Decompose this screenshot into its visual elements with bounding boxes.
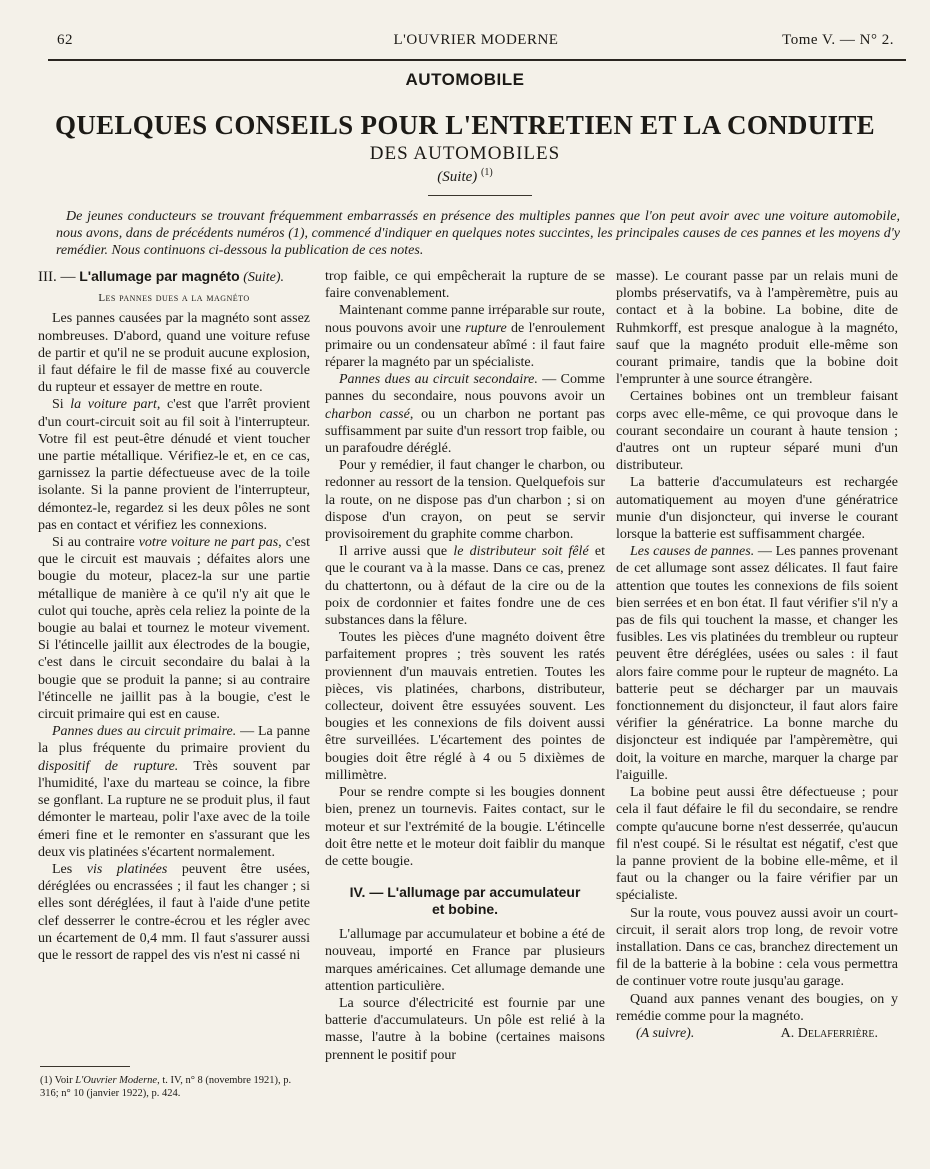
paragraph: trop faible, ce qui empêcherait la rupture de se faire convenablement. [325,269,605,302]
subheading: Les pannes dues a la magnéto [98,292,250,305]
paragraph: masse). Le courant passe par un relais muni de plombs préservatifs, va à l'ampèremètre, puis au contact et à la bobine. La bobine, dite de Ruhmkorff, est presque analogue à la magnéto, sauf que la magnéto produit elle-même son courant primaire, tandis que la bobine doit l'emprunter à une source étrangère. [616,269,898,388]
article-end [616,1025,898,1042]
italic-text: dispositif de rupture. [38,758,179,774]
paragraph: L'allumage par accumulateur et bobine a été de nouveau, importé en France par plusieurs marques américaines. Cet allumage demande une attention particulière. [325,927,605,994]
paragraph: Les pannes causées par la magnéto sont assez nombreuses. D'abord, quand une voiture refuse de partir et qu'il ne se produit aucune explosion, il faut défaire le fil de masse fixé au couvercle du rupteur et essayer de mettre en route. [38,311,310,396]
paragraph: La source d'électricité est fournie par une batterie d'accumulateurs. Un pôle est relié à la masse, l'autre à la bobine (certaines maisons prennent le positif pour [325,995,605,1063]
suite-label: (Suite) [437,169,478,185]
paragraph [38,534,310,723]
paragraph [38,723,310,861]
issue-number: Tome V. — N° 2. [782,32,894,48]
italic-text: charbon cassé [325,406,410,422]
italic-text: la voiture part [70,397,157,413]
article-title-line2: DES AUTOMOBILES [369,143,561,164]
paragraph: La batterie d'accumulateurs est rechargée automatiquement au moyen d'une génératrice munie d'un disjoncteur, qui inverse le courant lorsque la batterie est suffisamment chargée. [616,475,898,543]
text: et que le courant va à la masse. Dans ce cas, prenez du chattertonn, ou à défaut de la cire ou de la poix de cordonnier et faites fondre une de ces substances dans la fêlure. [325,544,606,629]
paragraph: Toutes les pièces d'une magnéto doivent être parfaitement propres ; très souvent les ratés proviennent d'un mauvais entretien. Toutes les pièces, vis platinées, charbons, distributeur, collecteur, doivent être essuyées souvent. Les bougies et les connexions de fils doivent aussi être surveillées. L'écartement des pointes de bougies doit être réglé à 4 ou 5 dixièmes de millimètre. [325,630,605,783]
text: Les [52,861,87,877]
paragraph [325,543,605,629]
italic-text: Pannes dues au circuit secondaire. [339,372,538,388]
text: Maintenant comme panne irréparable sur route, nous pouvons avoir une [325,303,605,336]
italic-text: vis platinées [86,861,168,877]
section-heading-iii [38,268,310,286]
author-signature: A. Delaferrière. [780,1025,878,1041]
text: Si [52,397,71,413]
section-title: AUTOMOBILE [405,70,525,89]
text: Si au contraire [52,535,139,551]
paragraph [38,396,310,534]
journal-name: L'OUVRIER MODERNE [393,32,559,48]
paragraph: Sur la route, vous pouvez aussi avoir un court-circuit, il serait alors trop long, de revoir votre installation. Dans ce cas, branchez directement un fil de la batterie à la bobine : cela vous permettra de continuer votre route jusqu'au garage. [616,905,898,990]
text: — La panne la plus fréquente du primaire provient du [38,724,310,757]
italic-text: rupture [465,320,507,336]
suite-footnote-marker: (1) [481,167,493,178]
header-rule [48,59,906,61]
paragraph: Quand aux pannes venant des bougies, on y remédie comme pour la magnéto. [616,991,898,1024]
italic-text: votre voiture ne part pas [138,535,279,551]
text: Très souvent par l'humidité, l'axe du marteau se coince, la fibre se gonflant. La rupture ne se produit plus, il faut démonter le marteau, polir l'axe avec de la toile émeri fine et le remonter en s'assurant que les deux vis platinées s'écartent normalement. [38,758,310,860]
footnote [40,1074,308,1100]
paragraph: La bobine peut aussi être défectueuse ; pour cela il faut défaire le fil du secondaire, se rendre compte qu'aucune borne n'est desserrée, qu'aucun fil n'est coupé. Si le résultat est négatif, c'est que la panne provient de la bobine elle-même, et il faut ou la changer ou la faire vérifier par un spécialiste. [616,785,898,904]
page-number: 62 [57,32,73,48]
text: , ou un charbon ne portant pas suffisamment par suite d'un ressort trop faible, ou un parafoudre déréglé. [325,406,605,457]
text: peuvent être usées, déréglées ou encrassées ; il faut les changer ; si elles sont déréglées, il faut à l'aide d'une petite clef desserrer le contre-écrou et les régler avec un écartement de 0,4 mm. Il faut s'assurer aussi que le ressort de rappel des vis n'est ni cassé ni [38,861,310,963]
paragraph [325,302,605,371]
running-header [50,30,902,54]
italic-text: Les causes de pannes. [630,544,755,560]
paragraph: Pour y remédier, il faut changer le charbon, ou redonner au ressort de la tension. Quelquefois sur la route, on ne dispose pas d'un charbon ; si on dispose d'un crayon, on peut se servir provisoirement du graphite comme charbon. [325,458,605,543]
text: (1) Voir [40,1075,76,1086]
column-3 [616,268,898,1042]
heading-text: L'allumage par magnéto [79,268,240,284]
column-1 [38,268,310,964]
text: , t. IV, n° 8 (novembre 1921), p. 316; n° 10 (janvier 1922), p. 424. [40,1075,292,1099]
paragraph: Certaines bobines ont un trembleur faisant corps avec elle-même, ce qui provoque dans le courant secondaire un courant à haute tension ; d'autres ont un rupteur séparé muni d'un distributeur. [616,389,898,474]
intro-paragraph: De jeunes conducteurs se trouvant fréquemment embarrassés en présence des multiples pannes que l'on peut avoir avec une voiture automobile, nous avons, dans de précédents numéros (1), commencé d'indiquer en quelques notes succintes, les principales causes de ces pannes et les moyens d'y remédier. Nous continuons ci-dessous la publication de ces notes. [56,209,900,258]
to-be-continued: (A suivre). [636,1025,695,1041]
italic-text: Pannes dues au circuit primaire. [52,724,237,740]
text: de l'enroulement primaire ou un condensateur abîmé : il faut faire réparer la magnéto par un spécialiste. [325,320,605,371]
heading-number: III. — [38,269,80,285]
text: , c'est que le circuit est mauvais ; défaites alors une bougie du moteur, placez-la sur une partie métallique de manière à ce qu'il n'y ait que le culot qui touche, après cela reliez la pointe de la bougie au balai et tournez le moteur vivement. Si l'étincelle jaillit aux électrodes de la bougie, c'est dans le circuit secondaire du balai à la bougie que se produit la panne; si au contraire l'étincelle ne jaillit pas à la bougie, c'est le circuit primaire qui est en cause. [38,535,310,723]
section-heading-iv [325,884,605,918]
paragraph [38,861,310,964]
text: , c'est que l'arrêt provient d'un court-circuit soit au fil soit à l'interrupteur. Votre fil est peut-être dénudé et vient toucher une partie métallique. Vérifiez-le et, en ce cas, garnissez la partie défectueuse avec de la toile isolante. Si la panne provient de l'interrupteur, démontez-le, regardez si les deux pôles ne sont pas en contact et vérifiez les connexions. [38,397,310,533]
column-2 [325,268,605,1064]
heading-line: et bobine. [431,901,499,918]
text: Il arrive aussi que [339,544,454,560]
heading-line: IV. — L'allumage par accumulateur [349,884,581,901]
text: — Les pannes provenant de cet allumage sont assez délicates. Il faut faire attention que toutes les connexions de fils soient bien serrées et en bon état. Il faut vérifier s'il n'y a pas de fils qui touchent la masse, et changer les fusibles. Les vis platinées du trembleur ou rupteur peuvent être déréglées, usées ou sales : il faut alors faire comme pour le rupteur de magnéto. La batterie peut se décharger par un mauvais fonctionnement du disjoncteur, il faut alors faire vérifier la génératrice. La bonne marche du disjoncteur est indiquée par l'ampèremètre, qui doit, la voiture en marche, marquer la charge par l'aiguille. [616,544,898,783]
text: — Comme pannes du secondaire, nous pouvons avoir un [325,372,605,405]
article-title: QUELQUES CONSEILS POUR L'ENTRETIEN ET LA CONDUITE [55,110,875,140]
heading-suite: (Suite). [239,270,285,285]
paragraph [325,371,605,457]
footnote-rule [40,1066,130,1067]
title-rule [428,195,532,196]
italic-text: le distributeur soit fêlé [453,544,589,560]
paragraph: Pour se rendre compte si les bougies donnent bien, prenez un tournevis. Faites contact, sur le moteur et sur l'extrémité de la bougie. L'étincelle doit être nette et le moteur doit faiblir du manque de cette bougie. [325,785,605,869]
paragraph [616,543,898,784]
article-suite [0,167,930,186]
italic-text: L'Ouvrier Moderne [75,1075,158,1086]
